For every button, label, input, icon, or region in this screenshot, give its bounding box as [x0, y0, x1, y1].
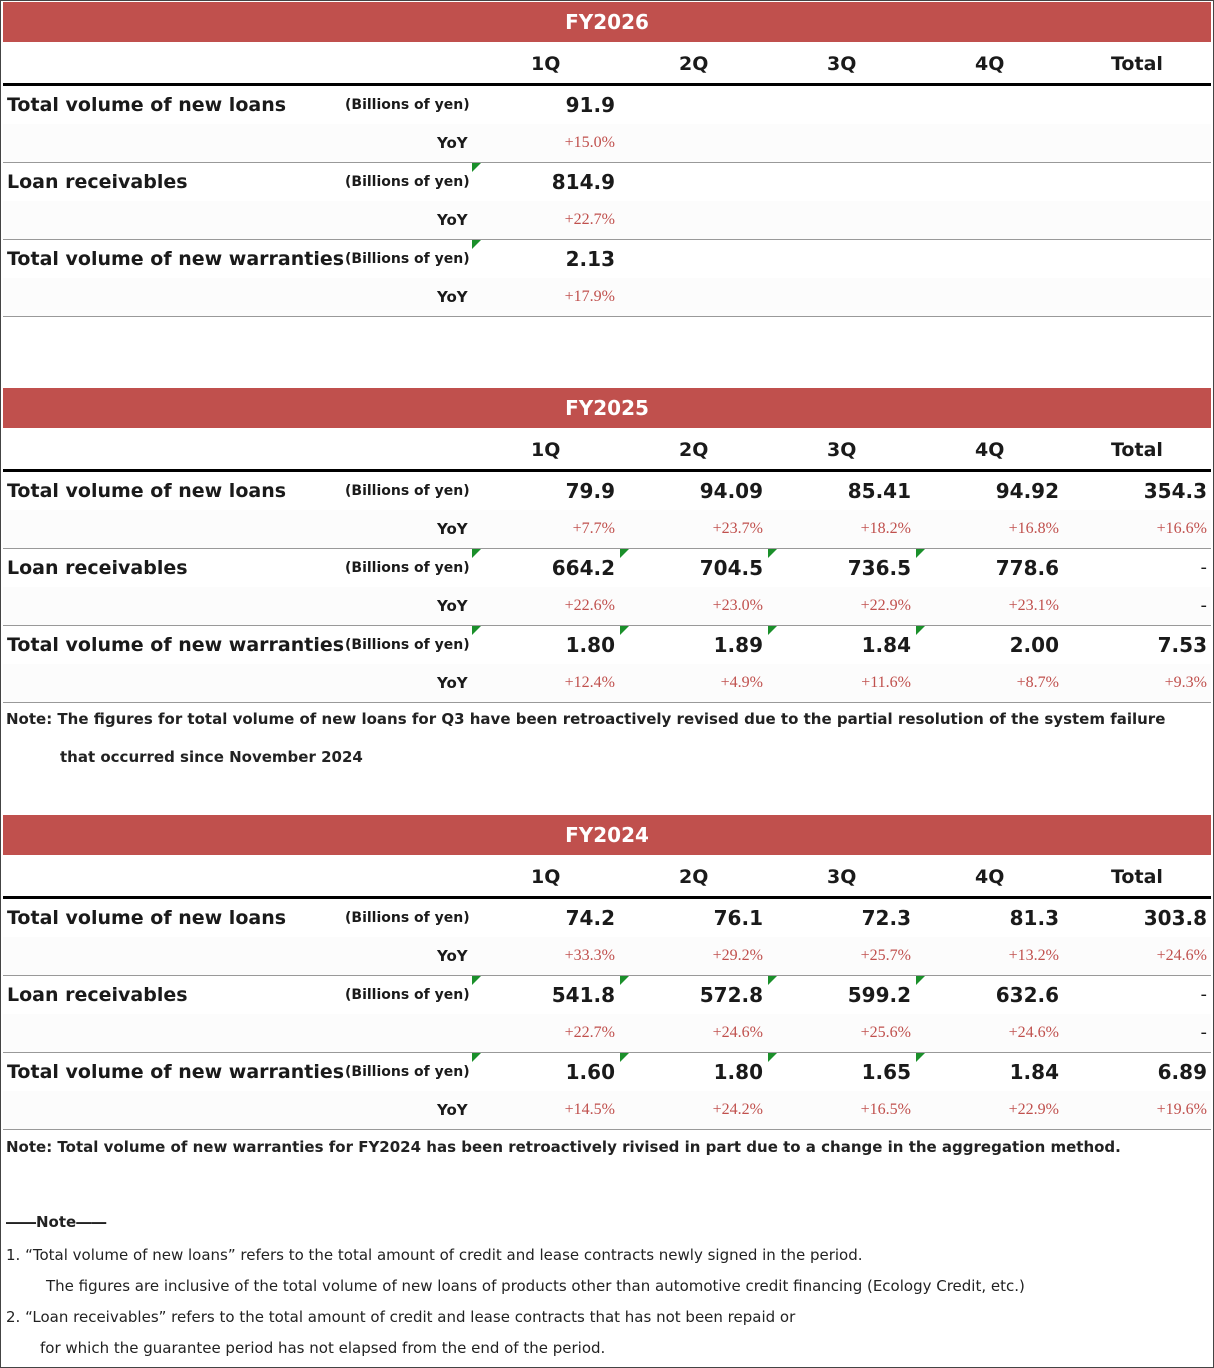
fy2026-receivables-row: [3, 163, 1211, 201]
fy2024-loans-yoy-total: +24.6%: [1156, 947, 1207, 964]
fy2025-receivables-yoy-3q: +22.9%: [860, 597, 911, 614]
fy2025-receivables-yoy-1q: +22.6%: [564, 597, 615, 614]
fy2024-receivables-yoy-3q: +25.6%: [860, 1024, 911, 1041]
fy2026-loans-1q: 91.9: [565, 93, 615, 117]
fy2026-receivables-yoy-row: [3, 201, 1211, 240]
fy2025-warranties-yoy-row: [3, 664, 1211, 703]
fy2026-table: [3, 2, 1211, 317]
col-header-3q: 3Q: [827, 439, 857, 461]
yoy-label: YoY: [437, 520, 468, 538]
row-label-loans: Total volume of new loans: [7, 907, 287, 929]
fy2024-receivables-2q: 572.8: [699, 983, 763, 1007]
fy2025-warranties-yoy-3q: +11.6%: [861, 674, 911, 691]
unit-label: (Billions of yen): [345, 1064, 470, 1080]
col-header-1q: 1Q: [531, 439, 561, 461]
col-header-2q: 2Q: [679, 439, 709, 461]
fy2025-warranties-row: [3, 626, 1211, 664]
row-label-receivables: Loan receivables: [7, 171, 188, 193]
fy2025-receivables-yoy-row: [3, 587, 1211, 626]
fy2025-receivables-total: -: [1200, 557, 1207, 578]
fy2024-warranties-yoy-1q: +14.5%: [564, 1101, 615, 1118]
fy2024-header-row: [3, 855, 1211, 899]
fy2025-warranties-yoy-2q: +4.9%: [720, 674, 763, 691]
fy2025-header-row: [3, 428, 1211, 472]
fy2024-warranties-yoy-row: [3, 1091, 1211, 1130]
col-header-3q: 3Q: [827, 866, 857, 888]
fy2024-receivables-3q: 599.2: [847, 983, 911, 1007]
fy2024-warranties-yoy-4q: +22.9%: [1008, 1101, 1059, 1118]
col-header-2q: 2Q: [679, 866, 709, 888]
unit-label: (Billions of yen): [345, 251, 470, 267]
fy2024-warranties-2q: 1.80: [713, 1060, 763, 1084]
comment-marker-icon: [916, 549, 925, 558]
fy2025-loans-2q: 94.09: [699, 479, 763, 503]
col-header-1q: 1Q: [531, 866, 561, 888]
unit-label: (Billions of yen): [345, 174, 470, 190]
footnote-item-2: 2. “Loan receivables” refers to the total amount of credit and lease contracts that has not been repaid or: [6, 1308, 796, 1326]
fy2025-loans-yoy-3q: +18.2%: [860, 520, 911, 537]
fy2026-warranties-yoy-row: [3, 278, 1211, 317]
footnote-item-1-continued: The figures are inclusive of the total volume of new loans of products other than automotive credit financing (Ecology Credit, etc.): [46, 1277, 1025, 1295]
fy2025-receivables-yoy-4q: +23.1%: [1008, 597, 1059, 614]
fy2025-warranties-yoy-1q: +12.4%: [564, 674, 615, 691]
fy2024-receivables-total: -: [1200, 984, 1207, 1005]
fy2024-receivables-yoy-row: [3, 1014, 1211, 1053]
fy2025-receivables-yoy-total: -: [1200, 595, 1207, 616]
fy2025-receivables-row: [3, 549, 1211, 587]
footnote-heading: ――Note――: [6, 1213, 107, 1231]
row-label-loans: Total volume of new loans: [7, 480, 287, 502]
fy2024-warranties-3q: 1.65: [861, 1060, 911, 1084]
fy2024-loans-row: [3, 899, 1211, 937]
fy2026-loans-yoy-row: [3, 124, 1211, 163]
row-label-receivables: Loan receivables: [7, 557, 188, 579]
yoy-label: YoY: [437, 288, 468, 306]
col-header-2q: 2Q: [679, 53, 709, 75]
fy2026-loans-row: [3, 86, 1211, 124]
comment-marker-icon: [472, 163, 481, 172]
fy2024-warranties-1q: 1.60: [565, 1060, 615, 1084]
yoy-label: YoY: [437, 947, 468, 965]
comment-marker-icon: [768, 1053, 777, 1062]
fy2024-warranties-4q: 1.84: [1009, 1060, 1059, 1084]
fy2026-title: FY2026: [3, 2, 1211, 42]
unit-label: (Billions of yen): [345, 910, 470, 926]
unit-label: (Billions of yen): [345, 483, 470, 499]
fy2025-warranties-3q: 1.84: [861, 633, 911, 657]
fy2025-loans-row: [3, 472, 1211, 510]
yoy-label: YoY: [437, 211, 468, 229]
fy2025-loans-yoy-1q: +7.7%: [572, 520, 615, 537]
unit-label: (Billions of yen): [345, 637, 470, 653]
col-header-1q: 1Q: [531, 53, 561, 75]
fy2024-warranties-yoy-total: +19.6%: [1156, 1101, 1207, 1118]
comment-marker-icon: [916, 1053, 925, 1062]
comment-marker-icon: [916, 626, 925, 635]
fy2024-loans-yoy-1q: +33.3%: [564, 947, 615, 964]
unit-label: (Billions of yen): [345, 97, 470, 113]
fy2024-loans-yoy-row: [3, 937, 1211, 976]
fy2025-loans-yoy-4q: +16.8%: [1008, 520, 1059, 537]
fy2025-loans-yoy-2q: +23.7%: [712, 520, 763, 537]
unit-label: (Billions of yen): [345, 560, 470, 576]
row-label-warranties: Total volume of new warranties: [7, 634, 345, 656]
fy2025-warranties-yoy-4q: +8.7%: [1016, 674, 1059, 691]
fy2025-warranties-1q: 1.80: [565, 633, 615, 657]
fy2024-note: Note: Total volume of new warranties for FY2024 has been retroactively rivised in part due to a change in the aggregation method.: [6, 1138, 1121, 1156]
fy2025-warranties-4q: 2.00: [1009, 633, 1059, 657]
fy2025-loans-yoy-row: [3, 510, 1211, 549]
fy2025-receivables-3q: 736.5: [847, 556, 911, 580]
yoy-label: YoY: [437, 597, 468, 615]
fy2025-receivables-2q: 704.5: [699, 556, 763, 580]
fy2025-title: FY2025: [3, 388, 1211, 428]
col-header-3q: 3Q: [827, 53, 857, 75]
unit-label: (Billions of yen): [345, 987, 470, 1003]
fy2024-receivables-yoy-4q: +24.6%: [1008, 1024, 1059, 1041]
comment-marker-icon: [472, 1053, 481, 1062]
fy2024-receivables-yoy-1q: +22.7%: [564, 1024, 615, 1041]
fy2025-note-line1: Note: The figures for total volume of new loans for Q3 have been retroactively revised due to the partial resolution of the system failure: [6, 710, 1166, 728]
fy2025-warranties-yoy-total: +9.3%: [1164, 674, 1207, 691]
fy2026-header-row: [3, 42, 1211, 86]
fy2024-receivables-yoy-total: -: [1200, 1022, 1207, 1043]
fy2025-loans-yoy-total: +16.6%: [1156, 520, 1207, 537]
fy2024-receivables-1q: 541.8: [551, 983, 615, 1007]
fy2024-warranties-total: 6.89: [1157, 1060, 1207, 1084]
fy2025-loans-1q: 79.9: [565, 479, 615, 503]
col-header-total: Total: [1111, 53, 1163, 75]
comment-marker-icon: [472, 626, 481, 635]
fy2024-loans-yoy-2q: +29.2%: [712, 947, 763, 964]
fy2025-receivables-1q: 664.2: [551, 556, 615, 580]
fy2026-warranties-yoy-1q: +17.9%: [564, 288, 615, 305]
fy2025-loans-4q: 94.92: [995, 479, 1059, 503]
comment-marker-icon: [620, 1053, 629, 1062]
comment-marker-icon: [620, 976, 629, 985]
col-header-total: Total: [1111, 439, 1163, 461]
fy2024-warranties-row: [3, 1053, 1211, 1091]
yoy-label: YoY: [437, 674, 468, 692]
comment-marker-icon: [916, 976, 925, 985]
footnote-item-1: 1. “Total volume of new loans” refers to the total amount of credit and lease contracts newly signed in the period.: [6, 1246, 863, 1264]
fy2024-receivables-yoy-2q: +24.6%: [712, 1024, 763, 1041]
fy2024-warranties-yoy-3q: +16.5%: [860, 1101, 911, 1118]
row-label-warranties: Total volume of new warranties: [7, 1061, 345, 1083]
fy2024-title: FY2024: [3, 815, 1211, 855]
fy2024-warranties-yoy-2q: +24.2%: [712, 1101, 763, 1118]
fy2024-loans-yoy-3q: +25.7%: [860, 947, 911, 964]
fy2025-warranties-total: 7.53: [1157, 633, 1207, 657]
fy2026-warranties-row: [3, 240, 1211, 278]
yoy-label: YoY: [437, 134, 468, 152]
row-label-loans: Total volume of new loans: [7, 94, 287, 116]
comment-marker-icon: [472, 240, 481, 249]
comment-marker-icon: [620, 549, 629, 558]
fy2025-table: [3, 388, 1211, 703]
yoy-label: YoY: [437, 1101, 468, 1119]
fy2024-table: [3, 815, 1211, 1130]
fy2024-loans-3q: 72.3: [861, 906, 911, 930]
fy2024-receivables-row: [3, 976, 1211, 1014]
fy2026-receivables-yoy-1q: +22.7%: [564, 211, 615, 228]
fy2026-loans-yoy-1q: +15.0%: [564, 134, 615, 151]
comment-marker-icon: [472, 976, 481, 985]
comment-marker-icon: [768, 626, 777, 635]
fy2025-note-line2: that occurred since November 2024: [60, 748, 363, 766]
comment-marker-icon: [768, 976, 777, 985]
fy2024-loans-2q: 76.1: [713, 906, 763, 930]
comment-marker-icon: [620, 626, 629, 635]
fy2025-loans-3q: 85.41: [847, 479, 911, 503]
fy2024-loans-1q: 74.2: [565, 906, 615, 930]
col-header-4q: 4Q: [975, 866, 1005, 888]
fy2026-warranties-1q: 2.13: [565, 247, 615, 271]
fy2025-warranties-2q: 1.89: [713, 633, 763, 657]
fy2024-loans-yoy-4q: +13.2%: [1008, 947, 1059, 964]
fy2025-loans-total: 354.3: [1143, 479, 1207, 503]
comment-marker-icon: [768, 549, 777, 558]
col-header-total: Total: [1111, 866, 1163, 888]
col-header-4q: 4Q: [975, 53, 1005, 75]
fy2026-receivables-1q: 814.9: [551, 170, 615, 194]
fy2024-receivables-4q: 632.6: [995, 983, 1059, 1007]
row-label-warranties: Total volume of new warranties: [7, 248, 345, 270]
footnote-item-2-continued: for which the guarantee period has not elapsed from the end of the period.: [40, 1339, 606, 1357]
fy2024-loans-4q: 81.3: [1009, 906, 1059, 930]
fy2025-receivables-4q: 778.6: [995, 556, 1059, 580]
comment-marker-icon: [472, 549, 481, 558]
fy2025-receivables-yoy-2q: +23.0%: [712, 597, 763, 614]
row-label-receivables: Loan receivables: [7, 984, 188, 1006]
col-header-4q: 4Q: [975, 439, 1005, 461]
fy2024-loans-total: 303.8: [1143, 906, 1207, 930]
